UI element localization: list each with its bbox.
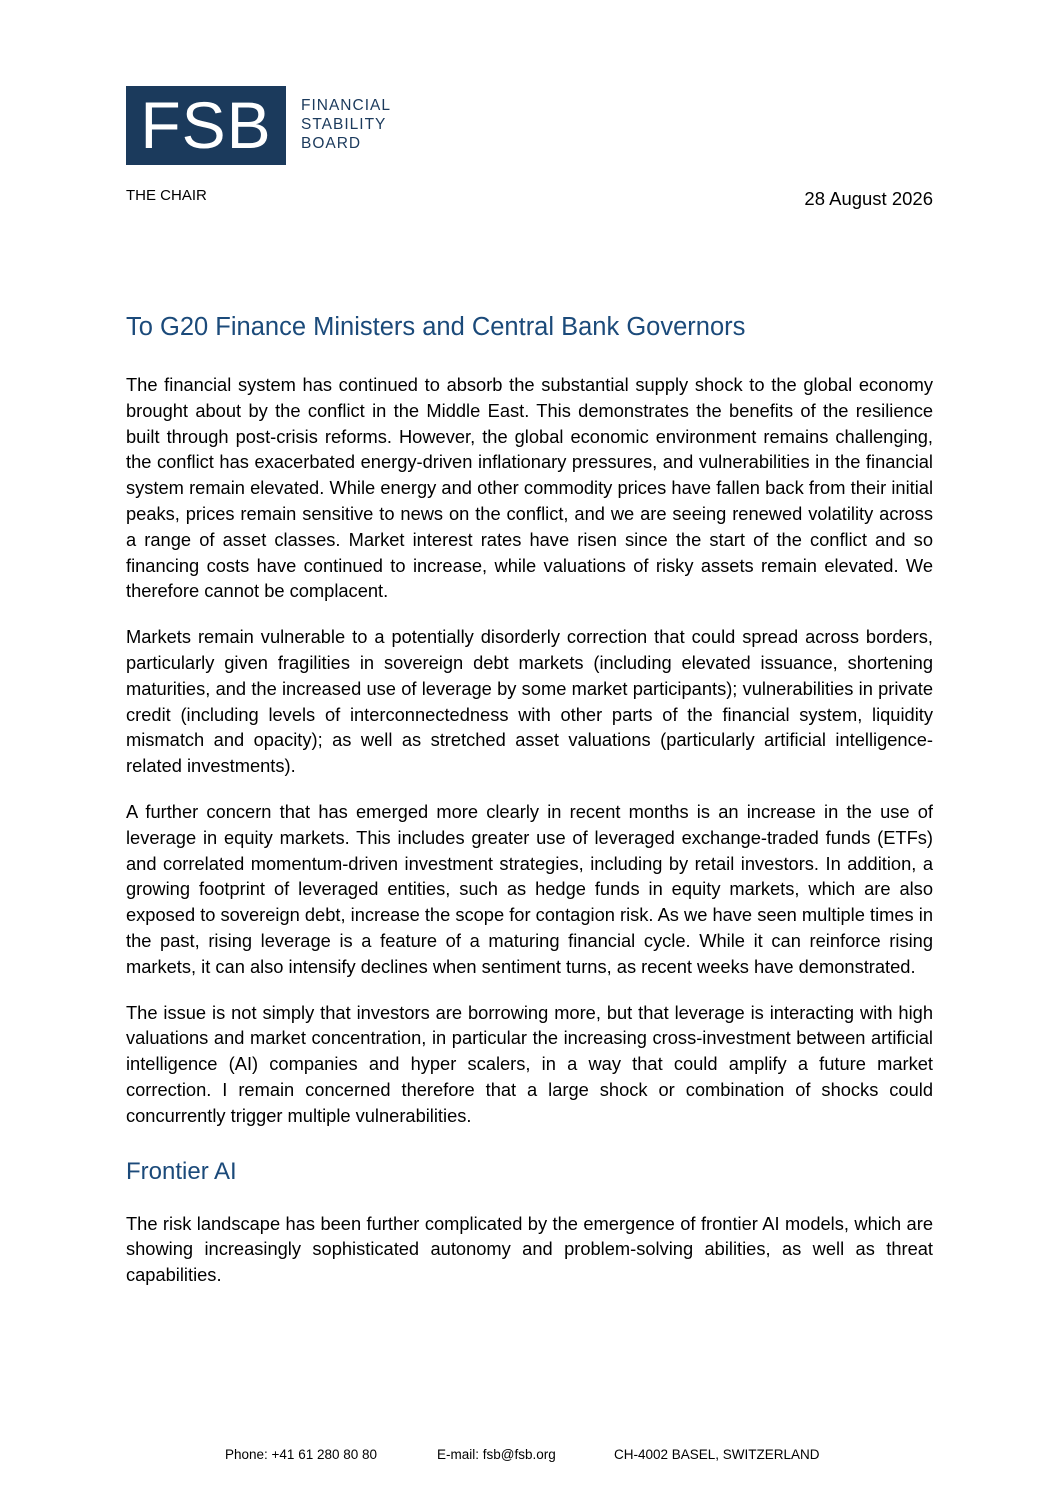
- letter-body: [126, 372, 933, 1308]
- fsb-logo: [126, 86, 391, 165]
- body-paragraph: The financial system has continued to absorb the substantial supply shock to the global economy brought about by the conflict in the Middle East. This demonstrates the benefits of the resilience built through post-crisis reforms. However, the global economic environment remains challenging, the conflict has exacerbated energy-driven inflationary pressures, and vulnerabilities in the financial system remain elevated. While energy and other commodity prices have fallen back from their initial peaks, prices remain sensitive to news on the conflict, and we are seeing renewed volatility across a range of asset classes. Market interest rates have risen since the start of the conflict and so financing costs have continued to increase, while valuations of risky assets remain elevated. We therefore cannot be complacent.: [126, 374, 933, 602]
- logo-mark: FSB: [126, 86, 286, 165]
- body-paragraph: Markets remain vulnerable to a potentially disorderly correction that could spread across borders, particularly given fragilities in sovereign debt markets (including elevated issuance, shortening maturities, and the increased use of leverage by some market participants); vulnerabilities in private credit (including levels of interconnectedness with other parts of the financial system, liquidity mismatch and opacity); as well as stretched asset valuations (particularly artificial intelligence-related investments).: [126, 626, 933, 777]
- footer-address: CH-4002 BASEL, SWITZERLAND: [614, 1447, 820, 1462]
- footer-email: E-mail: fsb@fsb.org: [437, 1447, 556, 1462]
- footer-phone: Phone: +41 61 280 80 80: [225, 1447, 378, 1462]
- logo-word-stability: STABILITY: [301, 116, 387, 133]
- section-paragraph: The risk landscape has been further complicated by the emergence of frontier AI models, which are showing increasingly sophisticated autonomy and problem-solving abilities, as well as threat capabilities.: [126, 1212, 933, 1286]
- logo-wordmark: [301, 96, 391, 165]
- sender-title: THE CHAIR: [126, 187, 207, 204]
- body-paragraph: A further concern that has emerged more clearly in recent months is an increase in the use of leverage in equity markets. This includes greater use of leveraged exchange-traded funds (ETFs) and correlated momentum-driven investment strategies, including by retail investors. In addition, a growing footprint of leveraged entities, such as hedge funds in equity markets, which are also exposed to sovereign debt, increase the scope for contagion risk. As we have seen multiple times in the past, rising leverage is a feature of a maturing financial cycle. While it can reinforce rising markets, it can also intensify declines when sentiment turns, as recent weeks have demonstrated.: [126, 800, 933, 977]
- logo-word-board: BOARD: [301, 135, 362, 152]
- logo-word-financial: FINANCIAL: [301, 97, 391, 114]
- section-heading: Frontier AI: [126, 1157, 237, 1185]
- addressee-heading: To G20 Finance Ministers and Central Bank Governors: [126, 313, 746, 341]
- letter-date: 28 August 2026: [804, 188, 933, 209]
- body-paragraph: The issue is not simply that investors are borrowing more, but that leverage is interacting with high valuations and market concentration, in particular the increasing cross-investment between artificial intelligence (AI) companies and hyper scalers, in a way that could amplify a future market correction. I remain concerned therefore that a large shock or combination of shocks could concurrently trigger multiple vulnerabilities.: [126, 1001, 933, 1126]
